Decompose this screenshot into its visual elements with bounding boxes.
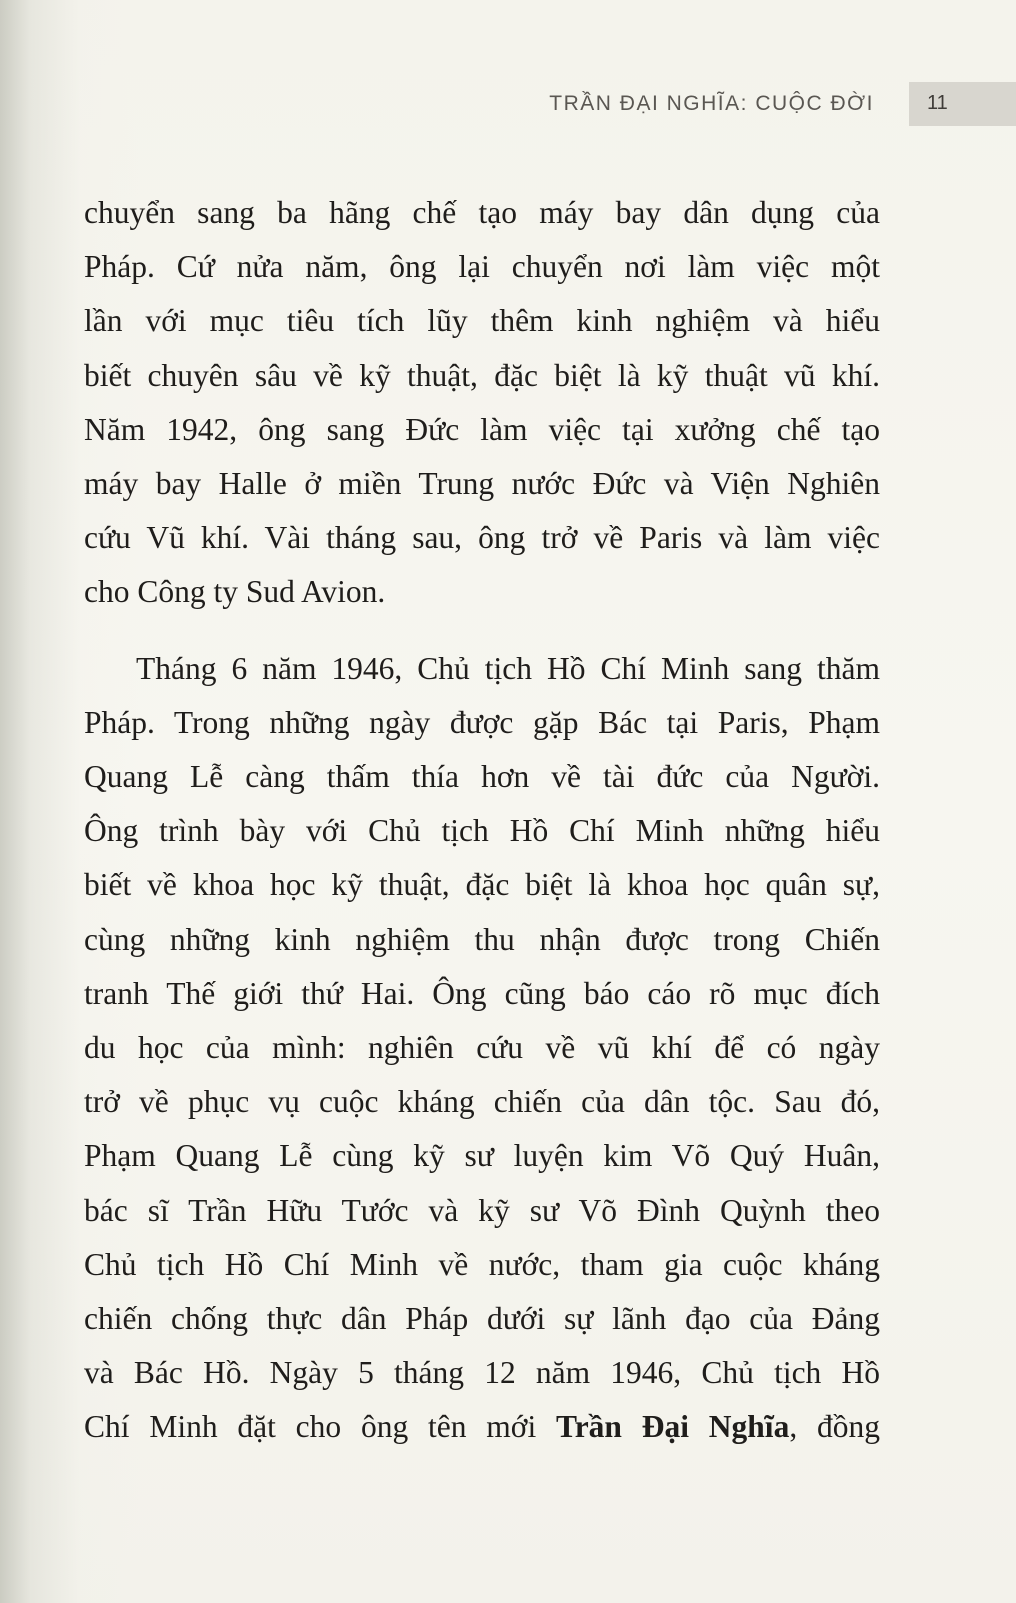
text-line: biết về khoa học kỹ thuật, đặc biệt là khoa học quân sự,: [84, 867, 880, 903]
running-header: TRẦN ĐẠI NGHĨA: CUỘC ĐỜI: [549, 92, 874, 115]
text-line: và Bác Hồ. Ngày 5 tháng 12 năm 1946, Chủ tịch Hồ: [84, 1355, 880, 1391]
text-line: lần với mục tiêu tích lũy thêm kinh nghiệm và hiểu: [84, 303, 880, 339]
text-line: Quang Lễ càng thấm thía hơn về tài đức của Người.: [84, 759, 880, 795]
paragraph-2: [84, 642, 880, 1455]
text-line: máy bay Halle ở miền Trung nước Đức và Viện Nghiên: [84, 466, 880, 502]
text-line: cứu Vũ khí. Vài tháng sau, ông trở về Paris và làm việc: [84, 520, 880, 556]
text-run: , đồng: [789, 1409, 881, 1445]
text-line: du học của mình: nghiên cứu về vũ khí để có ngày: [84, 1030, 880, 1066]
bold-name: Trần Đại Nghĩa: [556, 1409, 790, 1445]
text-run: Chí Minh đặt cho ông tên mới: [84, 1409, 557, 1445]
text-line: Ông trình bày với Chủ tịch Hồ Chí Minh những hiểu: [84, 813, 880, 849]
page-number: 11: [927, 92, 948, 114]
text-line: Phạm Quang Lễ cùng kỹ sư luyện kim Võ Quý Huân,: [84, 1138, 880, 1174]
text-line: chuyển sang ba hãng chế tạo máy bay dân dụng của: [84, 195, 880, 230]
body-text: [84, 186, 880, 1455]
page-number-tab: [909, 82, 1016, 126]
text-line: cho Công ty Sud Avion.: [84, 574, 386, 610]
text-line-final: [84, 1400, 880, 1454]
text-line: biết chuyên sâu về kỹ thuật, đặc biệt là kỹ thuật vũ khí.: [84, 357, 880, 393]
paragraph-spacer: [84, 620, 880, 642]
text-line: Pháp. Trong những ngày được gặp Bác tại Paris, Phạm: [84, 704, 880, 740]
text-line: tranh Thế giới thứ Hai. Ông cũng báo cáo rõ mục đích: [84, 975, 880, 1011]
text-line: chiến chống thực dân Pháp dưới sự lãnh đạo của Đảng: [84, 1301, 880, 1337]
text-line: Tháng 6 năm 1946, Chủ tịch Hồ Chí Minh sang thăm: [136, 650, 880, 686]
text-line: trở về phục vụ cuộc kháng chiến của dân tộc. Sau đó,: [84, 1084, 880, 1120]
text-line: Pháp. Cứ nửa năm, ông lại chuyển nơi làm việc một: [84, 249, 880, 285]
text-line: cùng những kinh nghiệm thu nhận được trong Chiến: [84, 921, 880, 957]
text-line: Năm 1942, ông sang Đức làm việc tại xưởng chế tạo: [84, 411, 880, 447]
text-line: Chủ tịch Hồ Chí Minh về nước, tham gia cuộc kháng: [84, 1246, 880, 1282]
text-line: bác sĩ Trần Hữu Tước và kỹ sư Võ Đình Quỳnh theo: [84, 1192, 880, 1228]
paragraph-1: [84, 186, 880, 620]
